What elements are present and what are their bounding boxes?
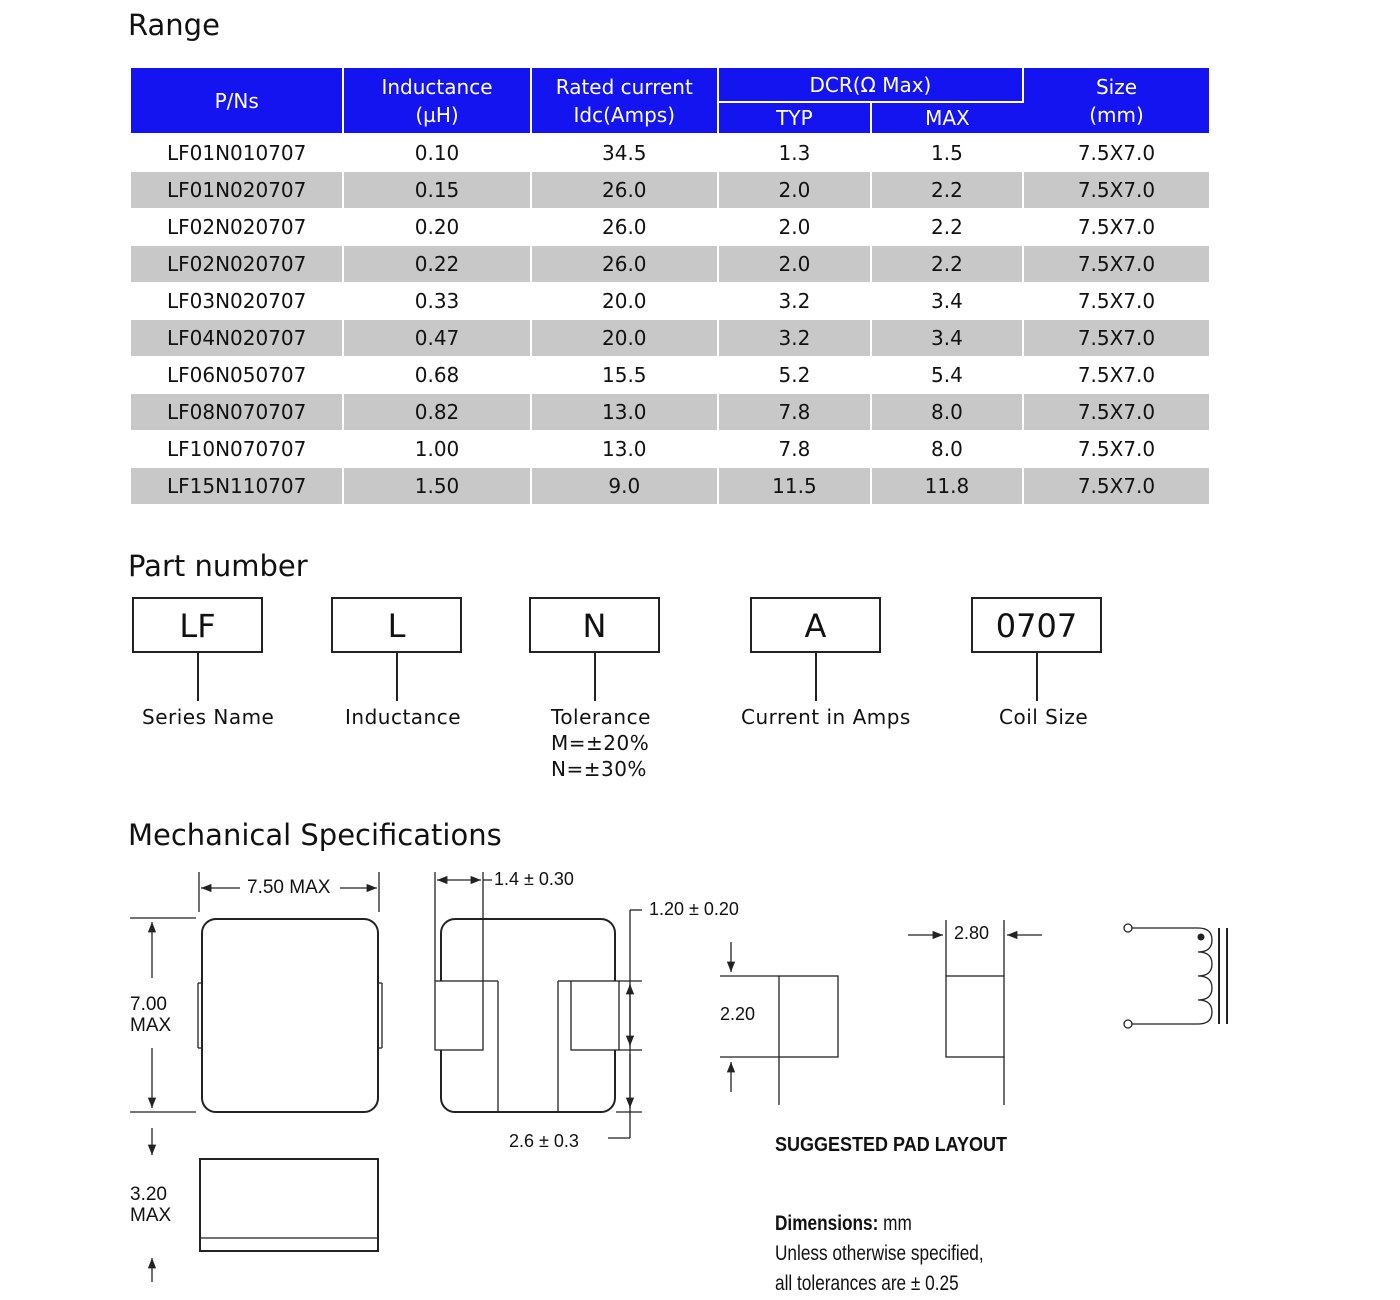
notes-dim-label: Dimensions: [775,1212,879,1235]
bottom-view-body [441,919,615,1112]
dim-width: 7.50 MAX [247,877,331,898]
cell-pn: LF01N010707 [131,134,343,172]
part-label-size: Coil Size [999,705,1089,729]
cell-size: 7.5X7.0 [1023,209,1209,246]
pad-shape-right [946,976,1004,1057]
col-dcr-max: MAX [871,102,1023,134]
cell-dcr-typ: 2.0 [718,172,871,209]
range-table [131,68,1209,505]
col-size [1023,68,1209,134]
cell-size: 7.5X7.0 [1023,357,1209,394]
col-inductance-line2: (µH) [415,102,459,127]
range-heading: Range [128,8,220,42]
cell-current: 15.5 [531,357,718,394]
notes-dimensions [775,1212,912,1236]
cell-inductance: 0.47 [343,320,530,357]
cell-size: 7.5X7.0 [1023,394,1209,431]
cell-dcr-typ: 5.2 [718,357,871,394]
table-row [131,283,1209,320]
cell-current: 26.0 [531,209,718,246]
cell-pn: LF04N020707 [131,320,343,357]
dim-thickness [130,1184,171,1226]
part-code-tolerance: N [529,597,660,653]
cell-dcr-max: 8.0 [871,394,1023,431]
col-dcr-typ: TYP [718,102,871,134]
cell-inductance: 0.68 [343,357,530,394]
cell-dcr-max: 5.4 [871,357,1023,394]
part-number-heading: Part number [128,549,308,583]
cell-inductance: 1.50 [343,468,530,505]
cell-size: 7.5X7.0 [1023,283,1209,320]
side-view-body [200,1159,378,1251]
col-current [531,68,718,134]
col-pn: P/Ns [131,68,343,134]
cell-size: 7.5X7.0 [1023,134,1209,172]
table-row [131,468,1209,505]
part-label-inductance: Inductance [345,705,462,729]
cell-pn: LF08N070707 [131,394,343,431]
cell-size: 7.5X7.0 [1023,172,1209,209]
col-inductance-line1: Inductance [381,74,493,99]
cell-dcr-max: 2.2 [871,209,1023,246]
cell-dcr-typ: 2.0 [718,209,871,246]
dim-height [130,994,171,1036]
tolerance-title: Tolerance [551,705,651,729]
dim-thickness-max: MAX [130,1205,172,1226]
bottom-terminal-left [435,981,483,1050]
cell-size: 7.5X7.0 [1023,246,1209,283]
cell-current: 20.0 [531,283,718,320]
table-row [131,246,1209,283]
cell-pn: LF01N020707 [131,172,343,209]
cell-dcr-typ: 1.3 [718,134,871,172]
cell-pn: LF03N020707 [131,283,343,320]
bottom-terminal-right [571,981,619,1050]
cell-inductance: 0.82 [343,394,530,431]
table-row [131,431,1209,468]
cell-current: 34.5 [531,134,718,172]
tolerance-n: N=±30% [551,757,647,781]
cell-inductance: 0.22 [343,246,530,283]
part-code-inductance: L [331,597,462,653]
part-leader-line [594,653,596,701]
tolerance-m: M=±20% [551,731,650,755]
cell-dcr-max: 3.4 [871,320,1023,357]
part-leader-line [1036,653,1038,701]
part-leader-line [197,653,199,701]
table-row [131,134,1209,172]
col-dcr: DCR(Ω Max) [718,68,1023,102]
cell-dcr-typ: 2.0 [718,246,871,283]
cell-current: 9.0 [531,468,718,505]
part-label-current: Current in Amps [741,705,911,729]
cell-pn: LF02N020707 [131,209,343,246]
cell-pn: LF10N070707 [131,431,343,468]
col-current-line1: Rated current [555,74,693,99]
cell-current: 26.0 [531,246,718,283]
table-row [131,357,1209,394]
mechanical-heading: Mechanical Specifications [128,818,502,852]
dim-thickness-value: 3.20 [130,1184,167,1205]
part-leader-line [815,653,817,701]
table-row [131,172,1209,209]
cell-dcr-typ: 3.2 [718,320,871,357]
dim-pad-height: 2.20 [720,1004,756,1024]
part-code-size: 0707 [971,597,1102,653]
dim-bottom-gap: 2.6 ± 0.3 [509,1131,579,1151]
dim-height-max: MAX [130,1015,172,1036]
col-current-line2: Idc(Amps) [573,102,676,127]
part-code-current: A [750,597,881,653]
part-leader-line [396,653,398,701]
cell-dcr-max: 1.5 [871,134,1023,172]
cell-inductance: 0.10 [343,134,530,172]
cell-dcr-typ: 3.2 [718,283,871,320]
pad-layout-caption: SUGGESTED PAD LAYOUT [775,1134,1008,1156]
cell-dcr-max: 2.2 [871,246,1023,283]
cell-pn: LF06N050707 [131,357,343,394]
cell-size: 7.5X7.0 [1023,320,1209,357]
col-inductance [343,68,530,134]
cell-pn: LF02N020707 [131,246,343,283]
part-label-series: Series Name [142,705,275,729]
cell-pn: LF15N110707 [131,468,343,505]
cell-dcr-max: 8.0 [871,431,1023,468]
notes-dim-unit: mm [883,1212,912,1235]
cell-dcr-typ: 7.8 [718,394,871,431]
table-row [131,394,1209,431]
cell-inductance: 0.20 [343,209,530,246]
notes-line2: Unless otherwise specified, [775,1242,984,1265]
cell-dcr-typ: 11.5 [718,468,871,505]
cell-inductance: 0.33 [343,283,530,320]
dim-terminal-width: 1.4 ± 0.30 [494,869,574,889]
notes-line3: all tolerances are ± 0.25 [775,1272,959,1295]
cell-current: 13.0 [531,431,718,468]
dim-terminal-height: 1.20 ± 0.20 [649,899,739,919]
cell-dcr-max: 11.8 [871,468,1023,505]
cell-current: 20.0 [531,320,718,357]
table-row [131,209,1209,246]
col-size-line2: (mm) [1089,102,1144,127]
inductor-schematic-icon [1124,924,1227,1028]
cell-dcr-max: 3.4 [871,283,1023,320]
dim-height-value: 7.00 [130,994,167,1015]
part-label-tolerance [551,704,651,782]
dim-pad-width: 2.80 [954,923,990,943]
table-row [131,320,1209,357]
cell-size: 7.5X7.0 [1023,431,1209,468]
cell-dcr-max: 2.2 [871,172,1023,209]
cell-size: 7.5X7.0 [1023,468,1209,505]
cell-dcr-typ: 7.8 [718,431,871,468]
cell-inductance: 0.15 [343,172,530,209]
cell-current: 26.0 [531,172,718,209]
cell-inductance: 1.00 [343,431,530,468]
cell-current: 13.0 [531,394,718,431]
pad-shape-left [779,976,838,1057]
part-code-series: LF [132,597,263,653]
top-view-body [202,919,378,1112]
col-size-line1: Size [1095,74,1137,99]
